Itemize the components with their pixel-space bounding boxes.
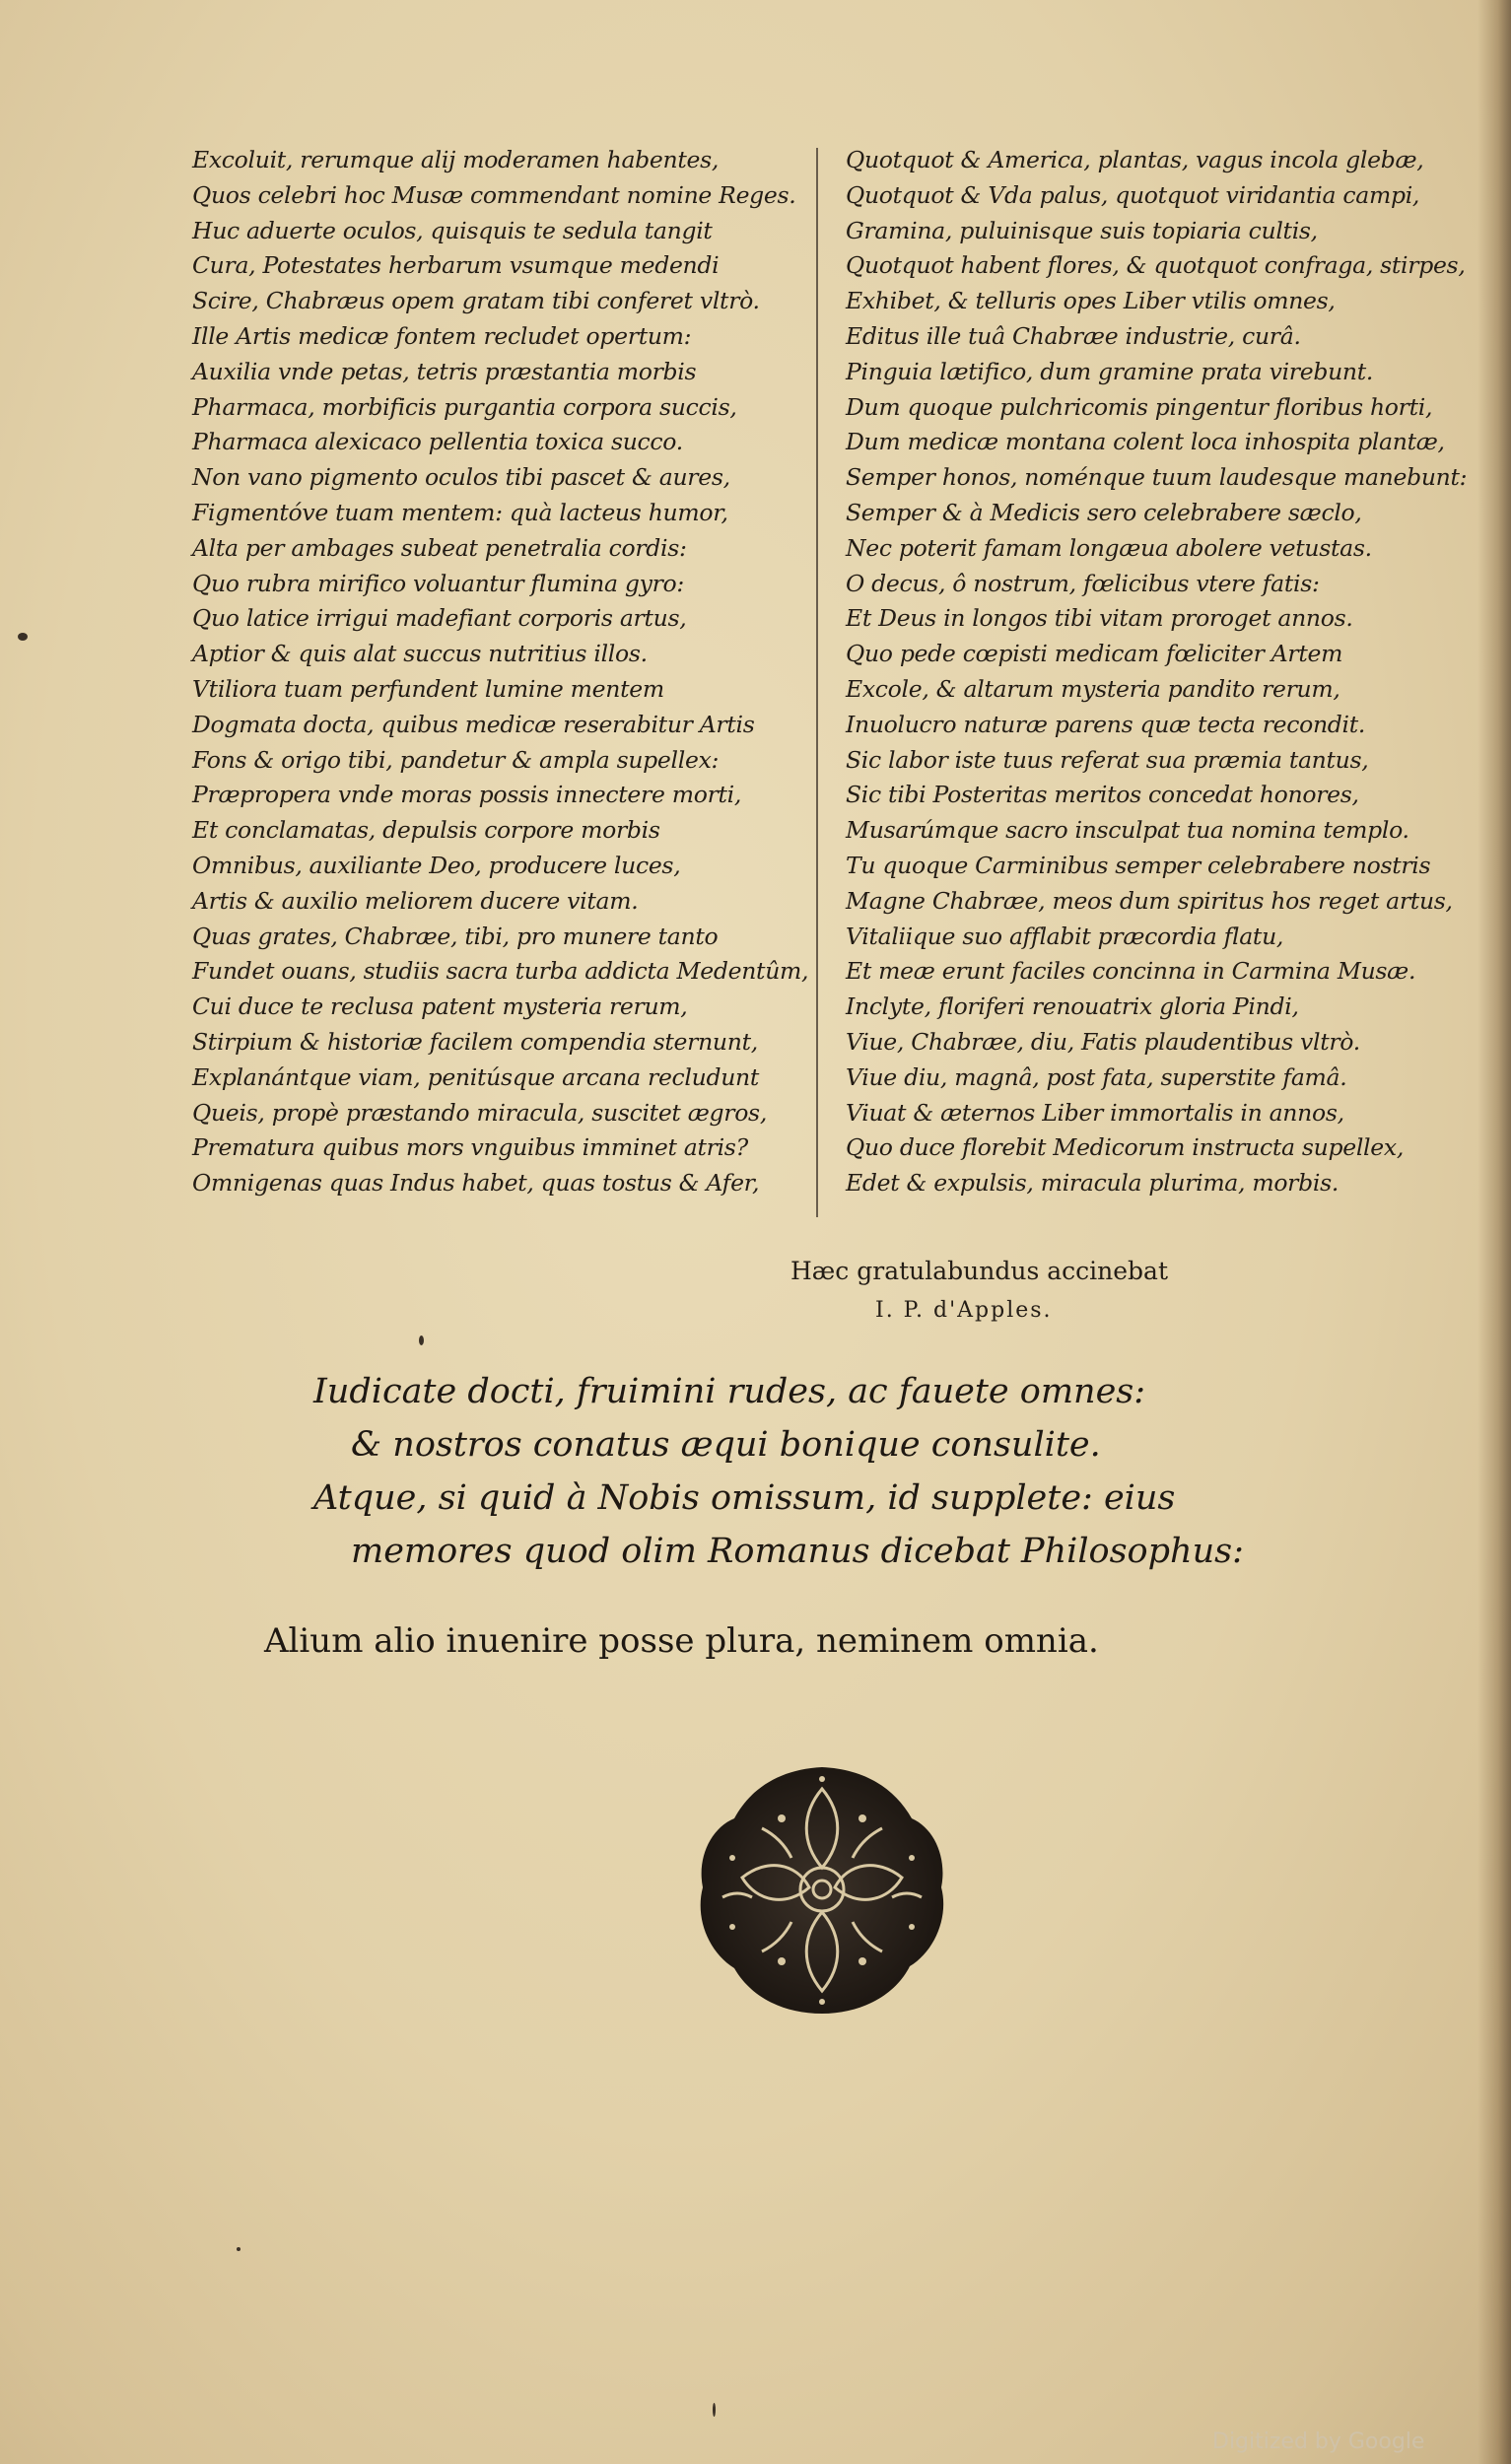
poem-line: Dum quoque pulchricomis pingentur floribus horti, [846,392,1433,421]
closing-line: memores quod olim Romanus dicebat Philosophus: [351,1532,1244,1571]
poem-line: Semper honos, noménque tuum laudesque manebunt: [846,463,1468,492]
poem-line: Omnigenas quas Indus habet, quas tostus & Afer, [192,1169,760,1198]
poem-line: Viue, Chabræe, diu, Fatis plaudentibus vltrò. [846,1027,1360,1056]
poem-line: Quo duce florebit Medicorum instructa supellex, [846,1133,1404,1162]
poem-line: Edet & expulsis, miracula plurima, morbis. [846,1169,1339,1198]
poem-line: Viuat & æternos Liber immortalis in annos, [846,1098,1344,1127]
poem-line: Inclyte, floriferi renouatrix gloria Pindi, [846,992,1299,1021]
poem-line: Et conclamatas, depulsis corpore morbis [192,816,660,845]
poem-line: Exhibet, & telluris opes Liber vtilis omnes, [846,287,1336,315]
poem-line: Cura, Potestates herbarum vsumque medendi [192,251,720,280]
author-signature: I. P. d'Apples. [875,1298,1053,1323]
poem-line: Excoluit, rerumque alij moderamen habentes, [192,146,720,173]
poem-line: Viue diu, magnâ, post fata, superstite famâ. [846,1062,1347,1091]
closing-line: Atque, si quid à Nobis omissum, id supplete: eius [313,1478,1176,1518]
poem-line: Pinguia lætifico, dum gramine prata virebunt. [846,357,1374,385]
poem-line: Stirpium & historiæ facilem compendia sternunt, [192,1027,758,1056]
poem-line: Scire, Chabræus opem gratam tibi conferet vltrò. [192,287,760,315]
poem-line: Huc aduerte oculos, quisquis te sedula tangit [192,216,713,244]
poem-line: Omnibus, auxiliante Deo, producere luces, [192,851,681,879]
closing-line: Iudicate docti, fruimini rudes, ac fauete omnes: [313,1372,1146,1411]
closing-address [313,1365,1358,1578]
greeting-line: Hæc gratulabundus accinebat [790,1257,1168,1285]
poem-line: Tu quoque Carminibus semper celebrabere nostris [846,851,1431,879]
poem-line: Præpropera vnde moras possis innectere morti, [192,781,742,809]
ink-speck [18,633,28,641]
poem-line: Dogmata docta, quibus medicæ reserabitur Artis [192,710,755,738]
poem-line: Gramina, puluinisque suis topiaria cultis, [846,216,1318,244]
ink-speck [237,2247,240,2251]
ink-speck [419,1335,424,1345]
poem-line: Figmentóve tuam mentem: quà lacteus humor, [192,498,728,526]
poem-line: Pharmaca, morbificis purgantia corpora succis, [192,392,737,421]
printer-ornament-icon [683,1759,961,2020]
poem-line: Editus ille tuâ Chabræe industrie, curâ. [846,321,1301,350]
closing-line: & nostros conatus æqui bonique consulite. [351,1425,1101,1465]
poem-line: Vitaliique suo afflabit præcordia flatu, [846,922,1284,950]
poem-line: Quas grates, Chabræe, tibi, pro munere tanto [192,922,719,950]
poem-line: Fons & origo tibi, pandetur & ampla supellex: [192,745,720,774]
poem-line: Auxilia vnde petas, tetris præstantia morbis [192,357,697,385]
poem-line: Aptior & quis alat succus nutritius illos. [192,640,648,668]
poem-line: Quo pede cœpisti medicam fœliciter Artem [846,640,1343,668]
poem-line: Fundet ouans, studiis sacra turba addicta Medentûm, [192,957,809,986]
poem-line: Quos celebri hoc Musæ commendant nomine Reges. [192,180,796,209]
poem-line: Quotquot habent flores, & quotquot confraga, stirpes, [846,251,1466,280]
poem-line: Quotquot & America, plantas, vagus incola glebæ, [846,146,1424,173]
digitization-watermark: Digitized by Google [1212,2430,1425,2454]
poem-line: Quo rubra mirifico voluantur flumina gyro: [192,569,684,597]
latin-maxim: Alium alio inuenire posse plura, neminem omnia. [264,1621,1099,1661]
poem-line: Alta per ambages subeat penetralia cordis: [192,533,687,562]
poem-line: Explanántque viam, penitúsque arcana recludunt [192,1062,760,1091]
poem-line: Ille Artis medicæ fontem recludet opertum: [192,321,692,350]
poem-line: Et meæ erunt faciles concinna in Carmina Musæ. [846,957,1416,986]
poem-line: Sic tibi Posteritas meritos concedat honores, [846,781,1359,809]
poem-line: Dum medicæ montana colent loca inhospita plantæ, [846,428,1445,456]
poem-line: Sic labor iste tuus referat sua præmia tantus, [846,745,1369,774]
poem-line: O decus, ô nostrum, fœlicibus vtere fatis: [846,569,1320,597]
column-divider [816,148,818,1217]
poem-right-column [846,143,1477,1201]
poem-line: Quotquot & Vda palus, quotquot viridantia campi, [846,180,1420,209]
poem-line: Magne Chabræe, meos dum spiritus hos reget artus, [846,886,1453,915]
poem-line: Artis & auxilio meliorem ducere vitam. [192,886,639,915]
poem-line: Nec poterit famam longæua abolere vetustas. [846,533,1372,562]
poem-line: Prematura quibus mors vnguibus imminet atris? [192,1133,748,1162]
poem-line: Excole, & altarum mysteria pandito rerum, [846,674,1340,703]
poem-line: Semper & à Medicis sero celebrabere sæclo, [846,498,1362,526]
page-edge-shadow [1477,0,1511,2464]
poem-line: Queis, propè præstando miracula, suscitet ægros, [192,1098,767,1127]
poem-line: Pharmaca alexicaco pellentia toxica succo. [192,428,683,456]
poem-line: Non vano pigmento oculos tibi pascet & aures, [192,463,730,492]
poem-line: Musarúmque sacro insculpat tua nomina templo. [846,816,1409,845]
poem-line: Quo latice irrigui madefiant corporis artus, [192,604,687,633]
poem-left-column [192,143,809,1201]
poem-line: Cui duce te reclusa patent mysteria rerum, [192,992,688,1021]
poem-line: Et Deus in longos tibi vitam proroget annos. [846,604,1353,633]
poem-line: Inuolucro naturæ parens quæ tecta recondit. [846,710,1366,738]
poem-line: Vtiliora tuam perfundent lumine mentem [192,674,664,703]
ink-speck [713,2403,716,2417]
